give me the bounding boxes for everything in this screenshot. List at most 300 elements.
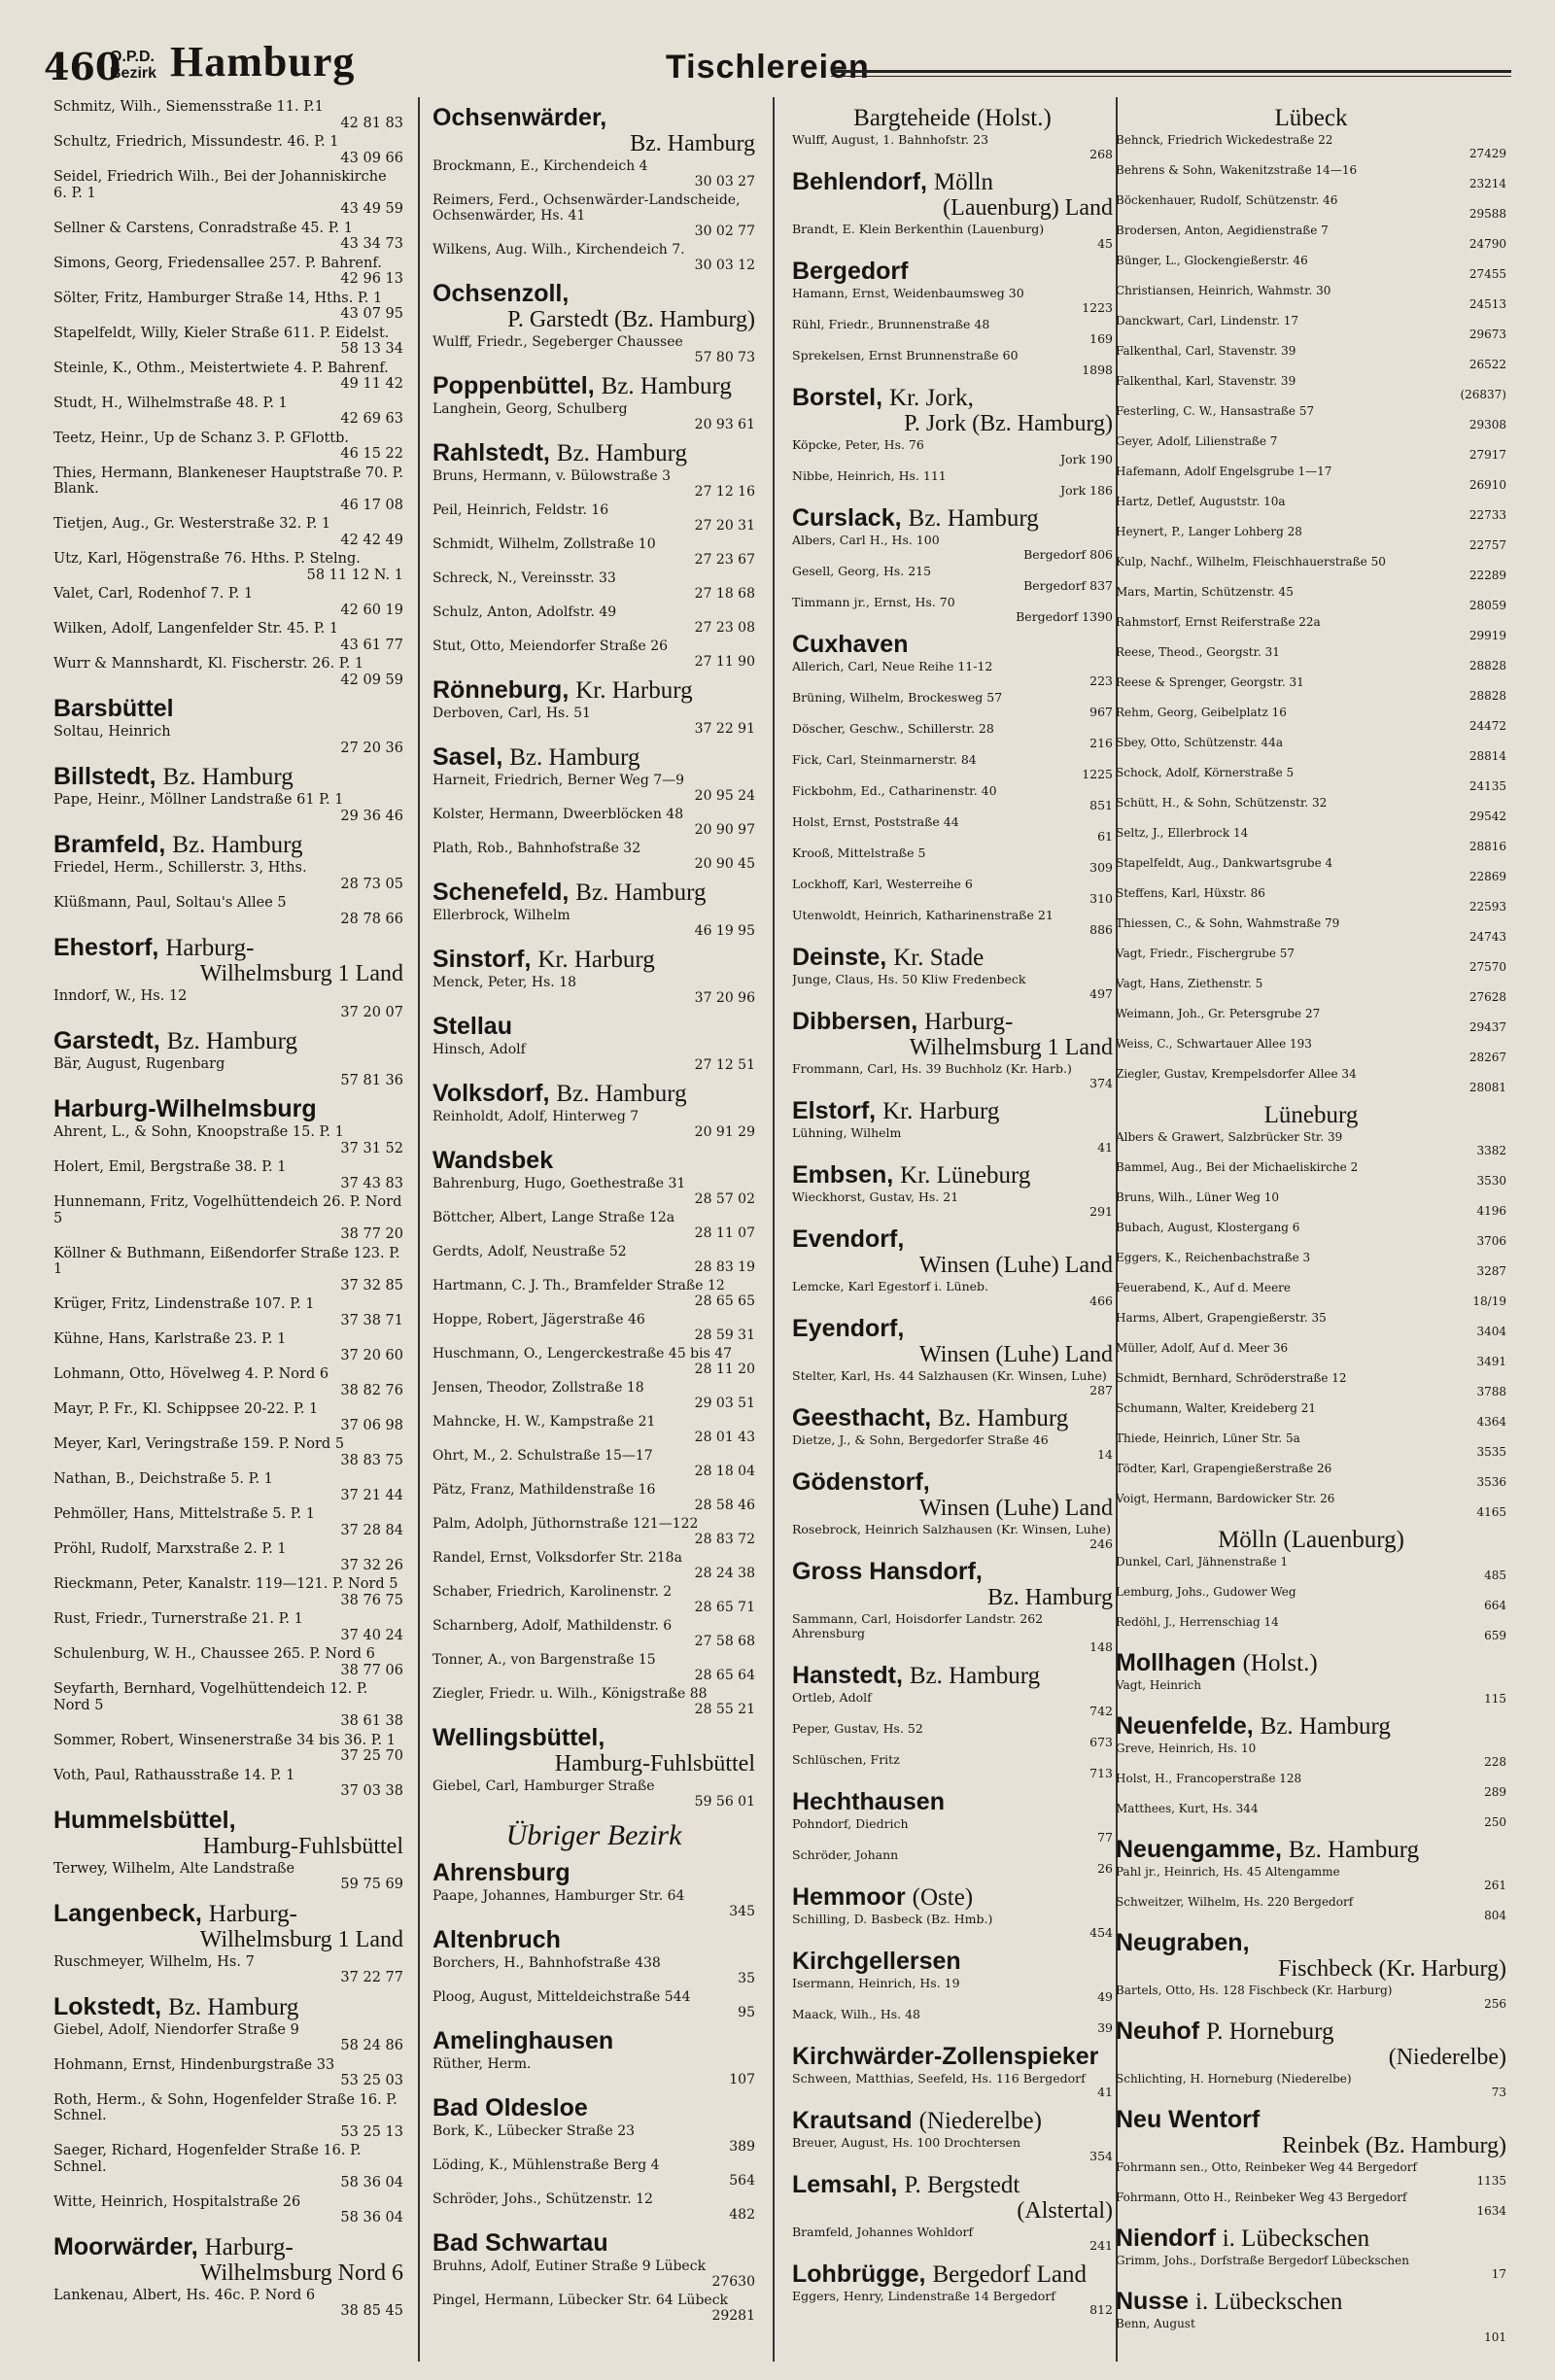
entry-text: Steinle, K., Othm., Meistertwiete 4. P. Bahrenf.: [53, 360, 389, 376]
place-heading: [1116, 1713, 1506, 1740]
phone-number: 27 18 68: [694, 586, 755, 602]
phone-number: 28 65 64: [694, 1668, 755, 1683]
entry-text: Seyfarth, Bernhard, Vogelhüttendeich 12. P. Nord 5: [53, 1681, 368, 1713]
place-subheading: (Lauenburg) Land: [943, 195, 1113, 221]
entry-text: Holst, H., Francoperstraße 128: [1116, 1772, 1302, 1785]
entry-text: Döscher, Geschw., Schillerstr. 28: [792, 721, 994, 736]
entry-text: Rahmstorf, Ernst Reiferstraße 22a: [1116, 615, 1321, 629]
directory-entry: [53, 431, 403, 463]
entry-list: [432, 2056, 755, 2087]
phone-number: Bergedorf 1390: [1016, 608, 1113, 624]
entry-list: [53, 2022, 403, 2226]
phone-number: 28 83 19: [694, 1259, 755, 1275]
directory-entry: [1116, 1431, 1506, 1459]
directory-entry: [792, 287, 1113, 315]
phone-number: 27455: [1469, 267, 1506, 281]
place-heading: [792, 2108, 1113, 2134]
place-heading: [792, 1559, 1113, 1585]
directory-entry: [1116, 1585, 1506, 1612]
phone-number: 43 61 77: [340, 637, 403, 653]
phone-number: 28081: [1469, 1081, 1506, 1094]
place-district: Kr. Harburg: [882, 1098, 1000, 1124]
entry-text: Wilkens, Aug. Wilh., Kirchendeich 7.: [432, 242, 685, 258]
entry-text: Ahrent, L., & Sohn, Knoopstraße 15. P. 1: [53, 1124, 344, 1140]
directory-entry: [53, 256, 403, 288]
phone-number: 37 43 83: [340, 1175, 403, 1191]
phone-number: 14: [1097, 1446, 1113, 1462]
phone-number: 49 11 42: [340, 376, 403, 392]
place-heading: [1116, 1930, 1506, 1956]
phone-number: 27429: [1469, 147, 1506, 160]
place-subheading: Hamburg-Fuhlsbüttel: [554, 1751, 755, 1776]
entry-text: Ruschmeyer, Wilhelm, Hs. 7: [53, 1953, 255, 1970]
entry-text: Seidel, Friedrich Wilh., Bei der Johanniskirche 6. P. 1: [53, 169, 387, 201]
phone-number: 354: [1089, 2149, 1113, 2163]
phone-number: 37 32 85: [340, 1277, 403, 1293]
entry-list: [432, 2259, 755, 2324]
phone-number: 26522: [1469, 358, 1506, 371]
phone-number: 57 81 36: [340, 1072, 403, 1088]
directory-entry: [792, 846, 1113, 875]
entry-text: Nibbe, Heinrich, Hs. 111: [792, 468, 947, 483]
entry-text: Vagt, Heinrich: [1116, 1678, 1202, 1692]
phone-number: 851: [1089, 797, 1113, 812]
phone-number: 46 15 22: [340, 446, 403, 462]
entry-text: Maack, Wilh., Hs. 48: [792, 2006, 920, 2021]
entry-text: Schreck, N., Vereinsstr. 33: [432, 570, 616, 586]
directory-entry: [792, 815, 1113, 844]
phone-number: 27 20 31: [694, 518, 755, 534]
directory-entry: [792, 2225, 1113, 2254]
place-section: [432, 105, 755, 273]
entry-list: [1116, 1742, 1506, 1829]
entry-text: Bahrenburg, Hugo, Goethestraße 31: [432, 1176, 686, 1191]
entry-text: Inndorf, W., Hs. 12: [53, 988, 188, 1004]
entry-text: Sölter, Fritz, Hamburger Straße 14, Hths. P. 1: [53, 290, 383, 306]
entry-text: Pohndorf, Diedrich: [792, 1815, 909, 1831]
directory-entry: [792, 1691, 1113, 1719]
entry-list: [792, 1369, 1113, 1397]
entry-text: Nathan, B., Deichstraße 5. P. 1: [53, 1471, 273, 1487]
entry-text: Lohmann, Otto, Hövelweg 4. P. Nord 6: [53, 1366, 329, 1382]
directory-entry: [432, 908, 755, 939]
place-name: Lohbrügge,: [792, 2259, 926, 2288]
phone-number: 27 12 16: [694, 484, 755, 500]
place-section: [53, 1901, 403, 1986]
place-name: Neuenfelde,: [1116, 1712, 1254, 1740]
directory-entry: [53, 1366, 403, 1398]
entry-text: Hoppe, Robert, Jägerstraße 46: [432, 1312, 645, 1328]
place-district: Bz. Hamburg: [908, 505, 1039, 532]
entry-text: Holst, Ernst, Poststraße 44: [792, 814, 959, 829]
place-heading: [792, 259, 1113, 285]
place-district: Bz. Hamburg: [1260, 1713, 1391, 1740]
phone-number: 18/19: [1472, 1294, 1506, 1308]
directory-entry: [1116, 1615, 1506, 1642]
directory-entry: [1116, 1678, 1506, 1706]
entry-text: Brodersen, Anton, Aegidienstraße 7: [1116, 224, 1329, 237]
place-heading: [792, 1405, 1113, 1431]
phone-number: 53 25 03: [340, 2073, 403, 2088]
place-district: i. Lübeckschen: [1195, 2289, 1343, 2315]
entry-list: [53, 1954, 403, 1986]
entry-text: Schmidt, Bernhard, Schröderstraße 12: [1116, 1371, 1347, 1385]
entry-text: Ellerbrock, Wilhelm: [432, 908, 570, 923]
entry-list: [792, 133, 1113, 161]
phone-number: 1223: [1082, 299, 1113, 315]
column-2: [432, 97, 755, 2329]
directory-entry: [432, 1989, 755, 2020]
directory-entry: [432, 638, 755, 670]
directory-entry: [432, 1380, 755, 1411]
place-section: [792, 1663, 1113, 1781]
place-subheading: (Niederelbe): [1388, 2045, 1506, 2070]
entry-list: [792, 1126, 1113, 1155]
entry-text: Thiede, Heinrich, Lüner Str. 5a: [1116, 1431, 1300, 1445]
directory-entry: [1116, 916, 1506, 944]
entry-text: Kühne, Hans, Karlstraße 23. P. 1: [53, 1331, 287, 1347]
directory-entry: [53, 396, 403, 428]
directory-entry: [53, 2288, 403, 2320]
entry-text: Valet, Carl, Rodenhof 7. P. 1: [53, 586, 254, 602]
directory-entry: [432, 242, 755, 273]
phone-number: 42 09 59: [340, 672, 403, 688]
phone-number: 95: [738, 2005, 755, 2020]
entry-text: Terwey, Wilhelm, Alte Landstraße: [53, 1860, 295, 1877]
directory-entry: [432, 1042, 755, 1073]
entry-text: Eggers, K., Reichenbachstraße 3: [1116, 1251, 1311, 1264]
phone-number: 3404: [1476, 1325, 1506, 1338]
place-district: Bz. Hamburg: [556, 1081, 687, 1107]
header-rule: [831, 70, 1511, 77]
place-district: Bz. Hamburg: [601, 373, 732, 399]
place-section: [432, 373, 755, 432]
phone-number: 37 22 77: [340, 1970, 403, 1985]
entry-list: [1116, 2317, 1506, 2344]
entry-text: Schulenburg, W. H., Chaussee 265. P. Nord 6: [53, 1646, 375, 1662]
entry-text: Giebel, Carl, Hamburger Straße: [432, 1778, 655, 1794]
phone-number: 3382: [1476, 1144, 1506, 1157]
phone-number: 20 91 29: [694, 1124, 755, 1140]
entry-list: [432, 158, 755, 273]
place-name: Geesthacht,: [792, 1404, 932, 1431]
entry-text: Brüning, Wilhelm, Brockesweg 57: [792, 690, 1003, 705]
directory-entry: [1116, 856, 1506, 883]
entry-text: Schween, Matthias, Seefeld, Hs. 116 Bergedorf: [792, 2070, 1086, 2086]
place-name: Cuxhaven: [792, 631, 909, 658]
phone-number: 27628: [1469, 990, 1506, 1004]
phone-number: (26837): [1460, 388, 1506, 401]
place-section: [792, 1405, 1113, 1462]
entry-text: Brockmann, E., Kirchendeich 4: [432, 158, 648, 174]
entry-text: Allerich, Carl, Neue Reihe 11-12: [792, 659, 993, 673]
entry-text: Falkenthal, Carl, Stavenstr. 39: [1116, 344, 1296, 358]
directory-entry: [432, 1210, 755, 1241]
place-name: Kirchgellersen: [792, 1947, 961, 1975]
place-section: [53, 1028, 403, 1088]
entry-text: Derboven, Carl, Hs. 51: [432, 706, 591, 721]
directory-entry: [792, 534, 1113, 562]
phone-number: 22869: [1469, 870, 1506, 883]
entry-list: [792, 1977, 1113, 2036]
directory-entry: [792, 133, 1113, 161]
entry-text: Ohrt, M., 2. Schulstraße 15—17: [432, 1448, 653, 1464]
directory-entry: [792, 438, 1113, 466]
entry-text: Ziegler, Friedr. u. Wilh., Königstraße 88: [432, 1686, 708, 1702]
place-heading: [432, 677, 755, 704]
entry-text: Greve, Heinrich, Hs. 10: [1116, 1742, 1257, 1755]
phone-number: 485: [1484, 1569, 1506, 1582]
entry-text: Christiansen, Heinrich, Wahmstr. 30: [1116, 284, 1331, 297]
entry-text: Behnck, Friedrich Wickedestraße 22: [1116, 133, 1333, 147]
place-heading: [53, 1901, 403, 1927]
entry-text: Sellner & Carstens, Conradstraße 45. P. 1: [53, 220, 353, 236]
entry-text: Sprekelsen, Ernst Brunnenstraße 60: [792, 348, 1019, 362]
directory-entry: [792, 1190, 1113, 1219]
entry-text: Rust, Friedr., Turnerstraße 21. P. 1: [53, 1611, 303, 1627]
entry-text: Dietze, J., & Sohn, Bergedorfer Straße 46: [792, 1432, 1049, 1447]
place-name: Krautsand: [792, 2106, 913, 2134]
entry-text: Lemburg, Johs., Gudower Weg: [1116, 1585, 1296, 1599]
entry-text: Schaber, Friedrich, Karolinenstr. 2: [432, 1584, 673, 1600]
column-4: [1116, 97, 1506, 2350]
entry-text: Rehm, Georg, Geibelplatz 16: [1116, 706, 1287, 719]
place-section: [1116, 2225, 1506, 2281]
entry-list: [432, 401, 755, 432]
phone-number: 673: [1089, 1735, 1113, 1749]
place-section: [792, 945, 1113, 1001]
phone-number: 28 73 05: [340, 876, 403, 892]
directory-entry: [53, 2022, 403, 2054]
directory-entry: [53, 221, 403, 253]
entry-list: [792, 534, 1113, 624]
entry-text: Thies, Hermann, Blankeneser Hauptstraße 70. P. Blank.: [53, 465, 403, 497]
place-heading: Lübeck: [1274, 105, 1348, 131]
directory-entry: [1116, 1555, 1506, 1582]
phone-number: 27917: [1469, 448, 1506, 462]
place-district: P. Horneburg: [1206, 2018, 1334, 2045]
directory-entry: [53, 169, 403, 218]
entry-text: Albers, Carl H., Hs. 100: [792, 533, 940, 547]
place-section: [792, 1949, 1113, 2036]
place-name: Schenefeld,: [432, 879, 570, 906]
place-subheading: Winsen (Luhe) Land: [919, 1253, 1113, 1278]
directory-entry: [792, 2008, 1113, 2036]
phone-number: 4165: [1476, 1505, 1506, 1519]
place-name: Elstorf,: [792, 1097, 877, 1124]
phone-number: 289: [1484, 1785, 1506, 1799]
place-section: [792, 1162, 1113, 1219]
place-section: [53, 764, 403, 824]
district-label-line1: O.P.D.: [110, 49, 155, 65]
place-heading: [792, 2044, 1113, 2070]
entry-text: Heynert, P., Langer Lohberg 28: [1116, 525, 1302, 538]
place-district: Harburg-: [165, 935, 255, 961]
place-heading: [1116, 2225, 1506, 2252]
directory-entry: [53, 1159, 403, 1191]
place-subheading: Bz. Hamburg: [630, 131, 755, 156]
directory-entry: [792, 1977, 1113, 2005]
entry-text: Ortleb, Adolf: [792, 1689, 872, 1705]
directory-entry: [432, 1176, 755, 1207]
entry-text: Ploog, August, Mitteldeichstraße 544: [432, 1989, 691, 2005]
directory-entry: [792, 318, 1113, 346]
entry-text: Pehmöller, Hans, Mittelstraße 5. P. 1: [53, 1506, 315, 1522]
entry-text: Sommer, Robert, Winsenerstraße 34 bis 36. P. 1: [53, 1732, 396, 1748]
place-heading: [432, 440, 755, 466]
place-heading: [1116, 2107, 1506, 2133]
phone-number: 216: [1089, 735, 1113, 750]
directory-entry: [53, 895, 403, 927]
place-name: Hummelsbüttel,: [53, 1806, 236, 1834]
directory-entry: [53, 1861, 403, 1893]
directory-entry: [53, 860, 403, 892]
directory-entry: [53, 1401, 403, 1433]
page-header: [44, 27, 1511, 95]
city-title: Hamburg: [170, 38, 356, 86]
directory-entry: [1116, 1251, 1506, 1278]
place-name: Ochsenwärder,: [432, 104, 607, 131]
directory-entry: [53, 1541, 403, 1573]
directory-entry: [792, 596, 1113, 624]
directory-entry: [53, 1954, 403, 1986]
place-heading: [792, 1469, 1113, 1496]
directory-entry: [792, 660, 1113, 688]
directory-entry: [53, 724, 403, 756]
entry-list: [1116, 1130, 1506, 1519]
entry-text: Wieckhorst, Gustav, Hs. 21: [792, 1190, 959, 1204]
phone-number: 3706: [1476, 1234, 1506, 1248]
phone-number: 27 23 08: [694, 620, 755, 636]
phone-number: 39: [1097, 2020, 1113, 2035]
place-heading: [53, 696, 403, 722]
entry-text: Sammann, Carl, Hoisdorfer Landstr. 262 Ahrensburg: [792, 1611, 1044, 1640]
entry-text: Bruns, Wilh., Lüner Weg 10: [1116, 1190, 1280, 1204]
directory-entry: [1116, 254, 1506, 281]
phone-number: 49: [1097, 1989, 1113, 2004]
column-divider: [418, 97, 420, 2362]
phone-number: 261: [1484, 1879, 1506, 1892]
phone-number: 20 90 45: [694, 856, 755, 872]
phone-number: 1898: [1082, 362, 1113, 377]
place-heading: [432, 2095, 755, 2121]
column-divider: [773, 97, 775, 2362]
place-subheading: Wilhelmsburg 1 Land: [909, 1035, 1113, 1060]
entry-text: Rühl, Friedr., Brunnenstraße 48: [792, 317, 990, 331]
entry-text: Frommann, Carl, Hs. 39 Buchholz (Kr. Harb.): [792, 1061, 1072, 1076]
phone-number: 28 55 21: [694, 1702, 755, 1717]
entry-text: Peper, Gustav, Hs. 52: [792, 1720, 923, 1736]
place-district: Kr. Harburg: [575, 677, 693, 704]
entry-text: Tietjen, Aug., Gr. Westerstraße 32. P. 1: [53, 516, 331, 532]
place-section: [1116, 1527, 1506, 1642]
place-district: Mölln: [933, 169, 993, 195]
directory-entry: [792, 878, 1113, 906]
place-name: Altenbruch: [432, 1926, 561, 1953]
entry-text: Falkenthal, Karl, Stavenstr. 39: [1116, 374, 1296, 388]
phone-number: 46 17 08: [340, 497, 403, 513]
directory-entry: [1116, 555, 1506, 582]
place-section: [53, 1096, 403, 1800]
entry-list: [432, 1888, 755, 1919]
entry-text: Weiss, C., Schwartauer Allee 193: [1116, 1037, 1312, 1051]
entry-text: Roth, Herm., & Sohn, Hogenfelder Straße 16. P. Schnel.: [53, 2091, 397, 2123]
place-name: Niendorf: [1116, 2225, 1216, 2252]
directory-entry: [53, 134, 403, 166]
phone-number: 28 11 07: [694, 1225, 755, 1241]
directory-entry: [53, 516, 403, 548]
place-name: Dibbersen,: [792, 1008, 918, 1035]
phone-number: 29919: [1469, 629, 1506, 642]
phone-number: 310: [1089, 890, 1113, 906]
directory-entry: [792, 469, 1113, 498]
place-heading: Mölln (Lauenburg): [1218, 1527, 1404, 1553]
directory-entry: [1116, 947, 1506, 974]
phone-number: 28814: [1469, 749, 1506, 763]
place-name: Evendorf,: [792, 1225, 905, 1253]
entry-text: Böttcher, Albert, Lange Straße 12a: [432, 1210, 675, 1225]
entry-text: Witte, Heinrich, Hospitalstraße 26: [53, 2193, 301, 2210]
phone-number: 374: [1089, 1075, 1113, 1090]
entry-text: Feuerabend, K., Auf d. Meere: [1116, 1281, 1292, 1294]
place-name: Neuhof: [1116, 2018, 1200, 2045]
place-name: Wandsbek: [432, 1147, 554, 1174]
phone-number: 28 24 38: [694, 1566, 755, 1581]
phone-number: 250: [1484, 1815, 1506, 1829]
entry-text: Bünger, L., Glockengießerstr. 46: [1116, 254, 1308, 267]
place-section: [432, 2095, 755, 2223]
directory-entry: [432, 2259, 755, 2290]
place-name: Garstedt,: [53, 1027, 160, 1054]
directory-entry: [792, 1753, 1113, 1781]
entry-list: [792, 287, 1113, 377]
place-section: [53, 696, 403, 756]
directory-entry: [432, 2293, 755, 2324]
directory-entry: [1116, 1802, 1506, 1829]
phone-number: 29 36 46: [340, 808, 403, 824]
directory-entry: [1116, 163, 1506, 190]
phone-number: 38 77 06: [340, 1662, 403, 1678]
entry-text: Schlichting, H. Horneburg (Niederelbe): [1116, 2072, 1352, 2086]
directory-entry: [53, 291, 403, 323]
entry-text: Wulff, August, 1. Bahnhofstr. 23: [792, 132, 989, 147]
phone-number: 29281: [711, 2308, 755, 2324]
place-section: [1116, 1650, 1506, 1706]
directory-entry: [1116, 2317, 1506, 2344]
entry-text: Steffens, Karl, Hüxstr. 86: [1116, 886, 1265, 900]
directory-entry: [53, 792, 403, 824]
directory-entry: [1116, 615, 1506, 642]
entry-text: Krüger, Fritz, Lindenstraße 107. P. 1: [53, 1296, 315, 1312]
phone-number: 3536: [1476, 1475, 1506, 1489]
phone-number: 22593: [1469, 900, 1506, 914]
directory-entry: [53, 1506, 403, 1538]
place-heading: [432, 1927, 755, 1953]
phone-number: 812: [1089, 2302, 1113, 2317]
directory-entry: [1116, 1341, 1506, 1368]
entry-text: Bär, August, Rugenbarg: [53, 1056, 225, 1072]
phone-number: 26: [1097, 1861, 1113, 1876]
directory-entry: [432, 401, 755, 432]
directory-entry: [53, 361, 403, 393]
phone-number: 37 03 38: [340, 1783, 403, 1799]
column-1: [53, 97, 403, 2326]
directory-entry: [1116, 2160, 1506, 2188]
directory-entry: [53, 326, 403, 358]
entry-text: Bartels, Otto, Hs. 128 Fischbeck (Kr. Harburg): [1116, 1983, 1393, 1997]
place-heading: [432, 1148, 755, 1174]
place-heading: [53, 832, 403, 858]
